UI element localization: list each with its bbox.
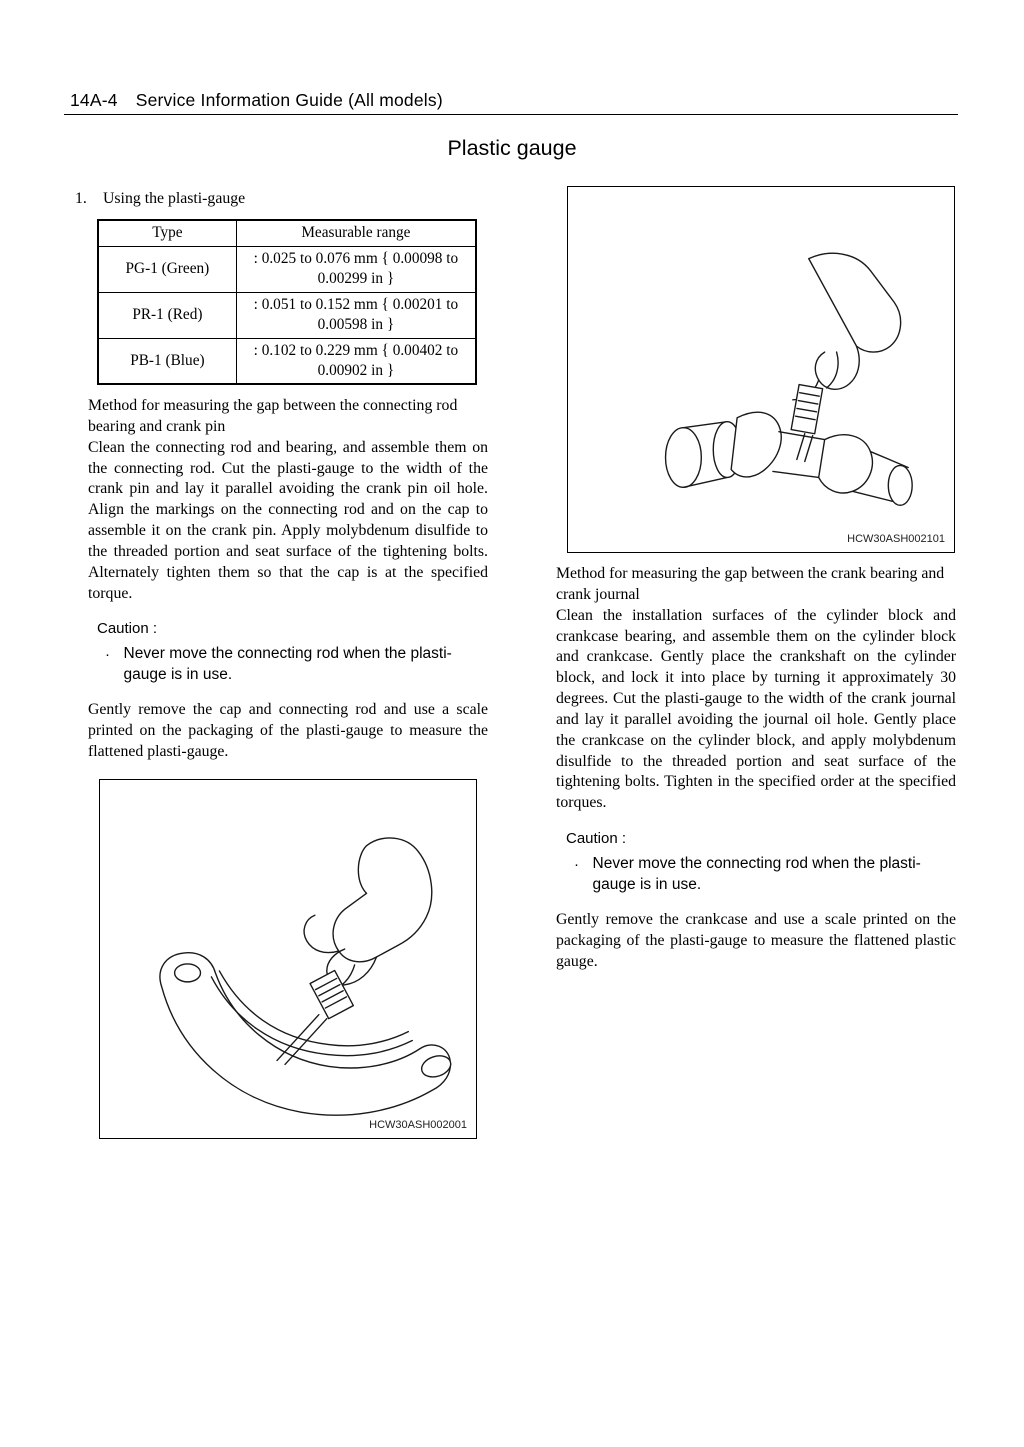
body-paragraph-left-2: Gently remove the cap and connecting rod and use a scale printed on the packaging of the plasti-gauge to measure the flattened plasti-gauge.: [88, 701, 488, 760]
list-heading: Using the plasti-gauge: [103, 190, 246, 207]
table-cell-type: PG-1 (Green): [98, 246, 236, 292]
caution-bullet-right: [574, 854, 930, 896]
plasti-gauge-spec-table: [97, 219, 477, 385]
page-header-title: Service Information Guide (All models): [135, 90, 443, 110]
page-header: [70, 90, 443, 111]
table-cell-range: : 0.102 to 0.229 mm { 0.00402 to 0.00902 in }: [236, 338, 476, 384]
list-item-using-plasti-gauge: [75, 190, 489, 208]
table-cell-type: PR-1 (Red): [98, 292, 236, 338]
table-row: [98, 292, 476, 338]
body-paragraph-right-2: Gently remove the crankcase and use a scale printed on the packaging of the plasti-gauge to measure the flattened plastic gauge.: [556, 910, 956, 970]
header-divider: [64, 114, 958, 115]
body-paragraph-left-1: Clean the connecting rod and bearing, and assemble them on the connecting rod. Cut the plasti-gauge to the width of the crank pin and lay it parallel avoiding the crank pin oil hole. Align the markings on the connecting rod and on the cap to assemble it on the crank pin. Apply molybdenum disulfide to the threaded portion and seat surface of the tightening bolts. Alternately tighten them so that the cap is at the specified torque.: [88, 438, 488, 602]
figure-code-left: HCW30ASH002001: [369, 1118, 467, 1131]
bullet-icon: ·: [574, 856, 579, 874]
caution-bullet-left: [105, 644, 461, 686]
table-cell-range: : 0.051 to 0.152 mm { 0.00201 to 0.00598 in }: [236, 292, 476, 338]
caution-bullet-text: Never move the connecting rod when the plasti-gauge is in use.: [592, 855, 921, 894]
list-number: 1.: [75, 190, 87, 207]
connecting-rod-illustration: [100, 780, 476, 1138]
caution-label-left: Caution :: [97, 620, 158, 638]
figure-crankshaft: [567, 186, 955, 553]
left-column: [75, 190, 489, 1139]
table-cell-type: PB-1 (Blue): [98, 338, 236, 384]
table-cell-range: : 0.025 to 0.076 mm { 0.00098 to 0.00299 in }: [236, 246, 476, 292]
table-row: [98, 338, 476, 384]
table-row: [98, 246, 476, 292]
body-paragraph-right-1: Clean the installation surfaces of the cylinder block and crankcase bearing, and assemble them on the cylinder block and crankcase. Gently place the crankshaft on the cylinder block, and lock it into place by turning it approximately 30 degrees. Cut the plasti-gauge to the width of the crank journal and lay it parallel avoiding the journal oil hole. Gently place the crankcase on the cylinder block, and apply molybdenum disulfide to the threaded portion and seat surface of the tightening bolts. Tighten in the specified order at the specified torques.: [556, 606, 956, 812]
table-header-type: Type: [98, 220, 236, 246]
caution-label-right: Caution :: [566, 830, 627, 848]
figure-connecting-rod: [99, 779, 477, 1139]
bullet-icon: ·: [105, 646, 110, 664]
page-code: 14A-4: [70, 90, 118, 110]
crankshaft-illustration: [568, 187, 954, 552]
table-header-row: [98, 220, 476, 246]
caution-bullet-text: Never move the connecting rod when the plasti-gauge is in use.: [123, 645, 452, 684]
method-heading-right: Method for measuring the gap between the crank bearing and crank journal: [556, 565, 945, 603]
figure-code-right: HCW30ASH002101: [847, 533, 945, 545]
page-title: Plastic gauge: [447, 136, 577, 160]
table-header-range: Measurable range: [236, 220, 476, 246]
method-heading-left: Method for measuring the gap between the connecting rod bearing and crank pin: [88, 397, 458, 435]
right-column: [556, 186, 956, 973]
